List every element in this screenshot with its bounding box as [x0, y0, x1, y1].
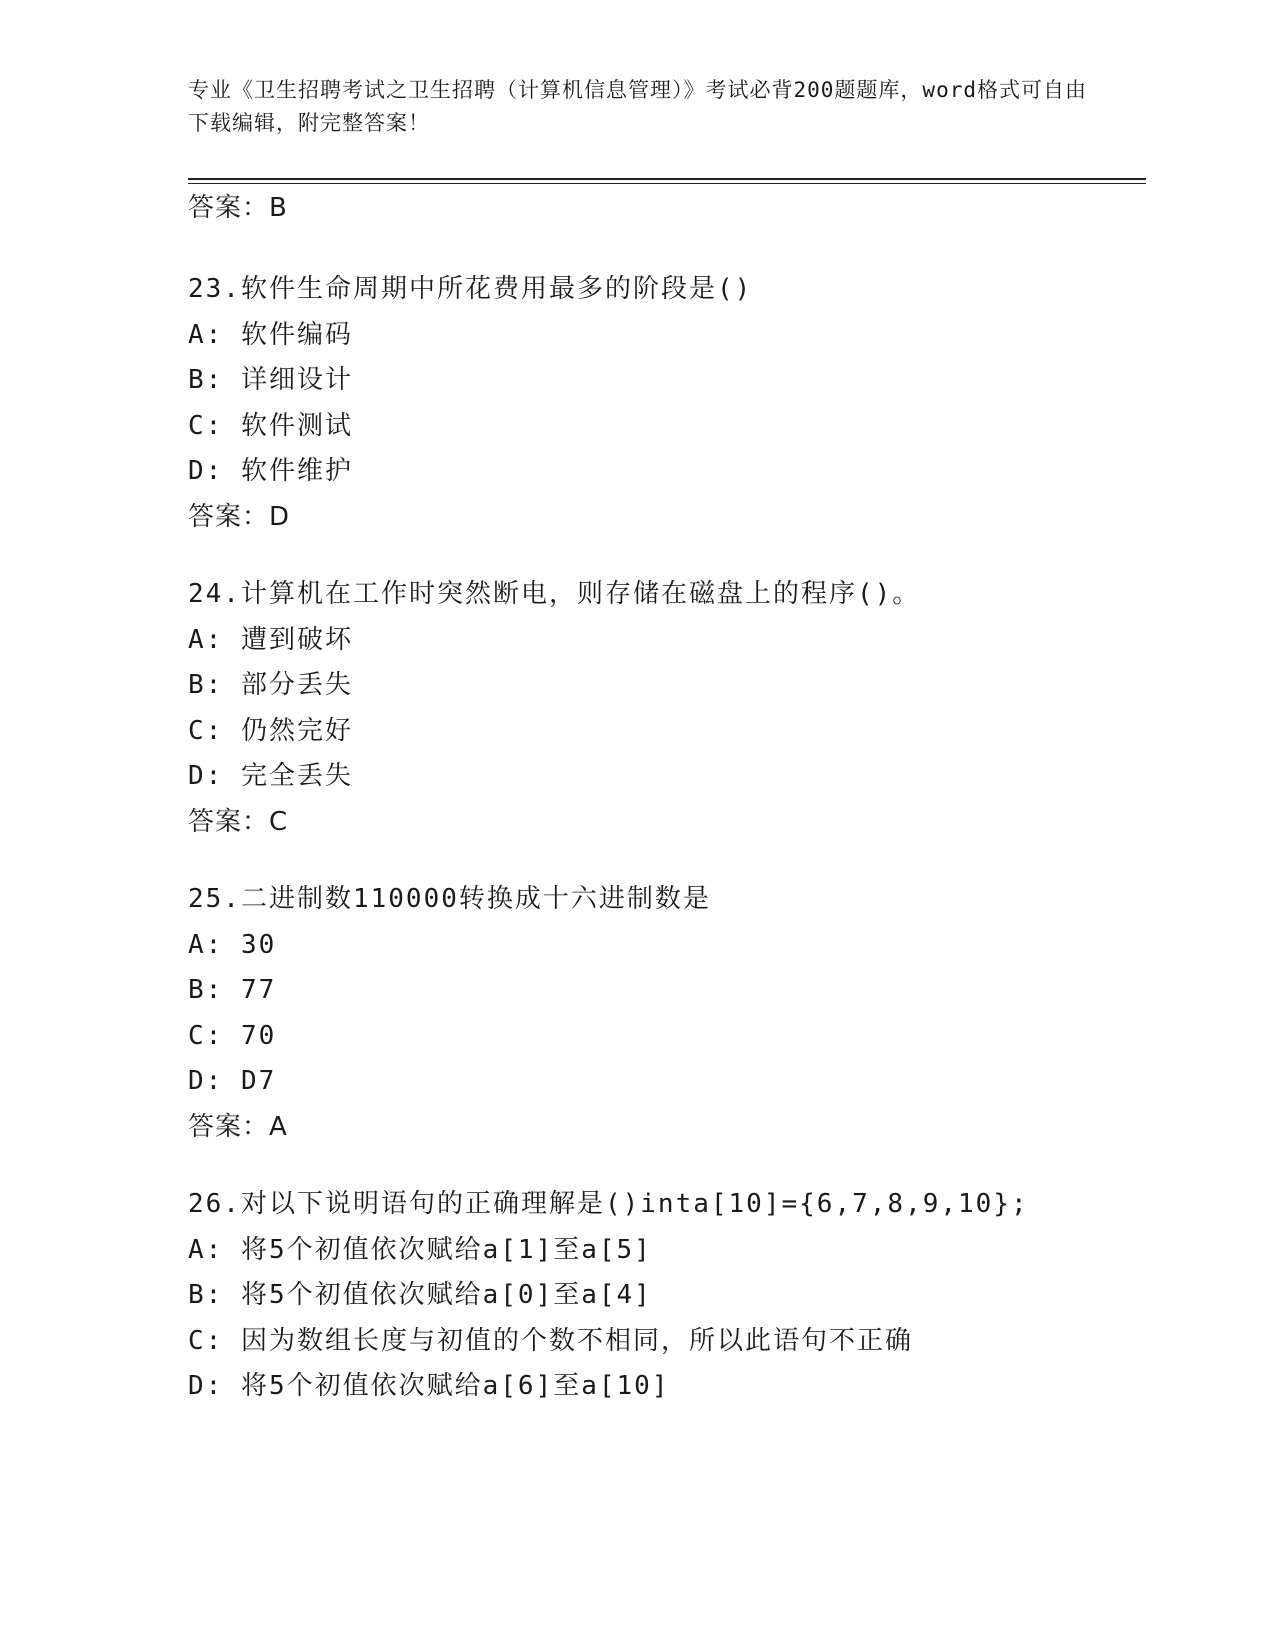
- option-b: B: 详细设计: [188, 365, 353, 395]
- option-a: A: 将5个初值依次赋给a[1]至a[5]: [188, 1234, 652, 1265]
- option-b: B: 将5个初值依次赋给a[0]至a[4]: [188, 1280, 652, 1310]
- option-c: C: 软件测试: [188, 410, 353, 441]
- header-divider: [188, 178, 1146, 180]
- document-header: 专业《卫生招聘考试之卫生招聘（计算机信息管理）》考试必背200题题库，word格式可自由下载编辑，附完整答案！: [188, 78, 1087, 135]
- option-a: A: 软件编码: [188, 319, 353, 350]
- question-24: [188, 572, 1146, 845]
- question-25: [188, 877, 1146, 1150]
- option-b: B: 部分丢失: [188, 670, 353, 700]
- answer-line: 答案：A: [188, 1111, 288, 1142]
- question-stem: 24.计算机在工作时突然断电，则存储在磁盘上的程序()。: [188, 579, 921, 609]
- option-d: D: 完全丢失: [188, 761, 353, 791]
- answer-line: 答案：D: [188, 501, 291, 532]
- answer-line: 答案：C: [188, 806, 289, 837]
- option-d: D: 软件维护: [188, 456, 353, 486]
- option-c: C: 因为数组长度与初值的个数不相同，所以此语句不正确: [188, 1325, 913, 1356]
- option-a: A: 遭到破坏: [188, 624, 353, 655]
- option-d: D: D7: [188, 1066, 277, 1096]
- option-c: C: 70: [188, 1020, 277, 1051]
- header-divider-thin: [188, 183, 1146, 184]
- question-stem: 26.对以下说明语句的正确理解是()inta[10]={6,7,8,9,10};: [188, 1189, 1029, 1219]
- option-b: B: 77: [188, 975, 277, 1005]
- question-stem: 25.二进制数110000转换成十六进制数是: [188, 884, 711, 914]
- question-stem: 23.软件生命周期中所花费用最多的阶段是(): [188, 274, 753, 304]
- option-d: D: 将5个初值依次赋给a[6]至a[10]: [188, 1371, 670, 1401]
- answer-line: 答案：B: [188, 193, 288, 223]
- question-23: [188, 267, 1146, 540]
- option-c: C: 仍然完好: [188, 715, 353, 746]
- question-26: [188, 1182, 1146, 1410]
- option-a: A: 30: [188, 929, 277, 960]
